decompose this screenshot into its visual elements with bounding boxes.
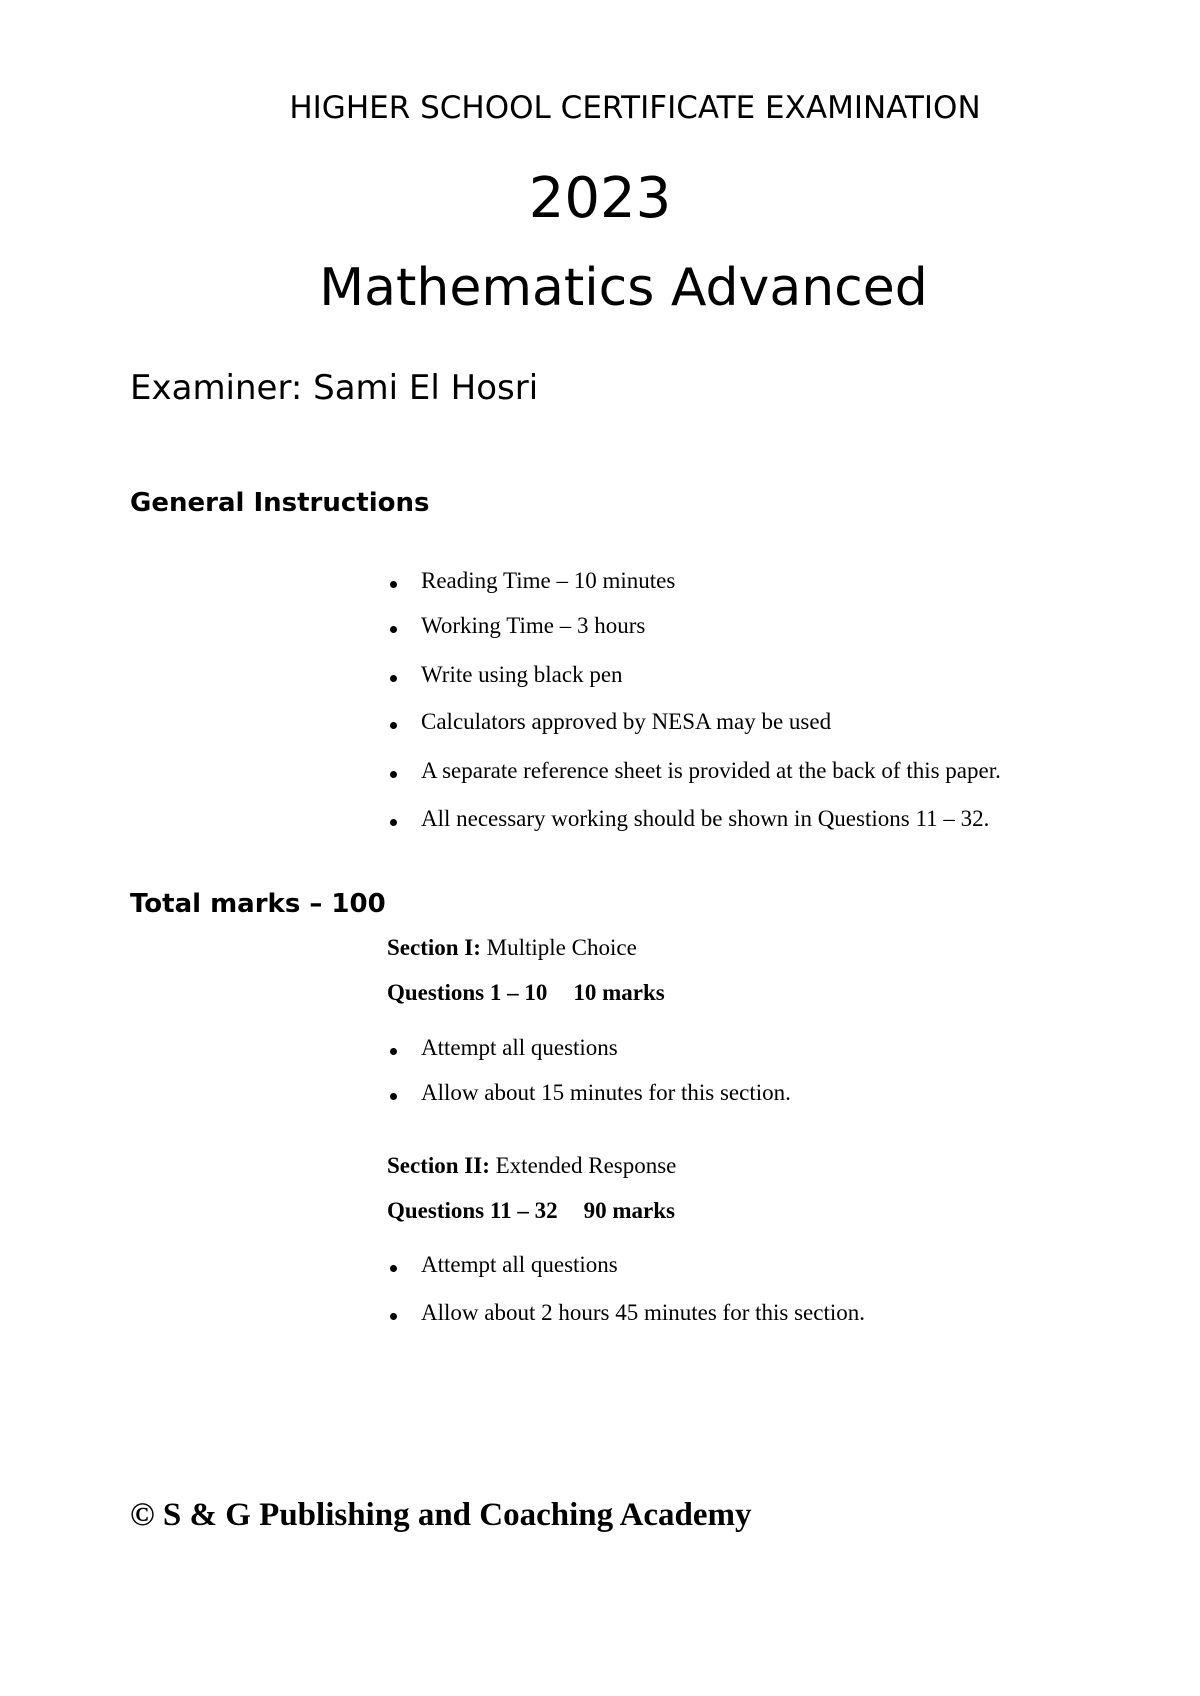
bullet-icon: [390, 1048, 397, 1055]
section-2-question-range: Questions 11 – 32: [387, 1198, 558, 1223]
bullet-icon: [390, 722, 397, 729]
total-marks: Total marks – 100: [130, 889, 386, 919]
subject-title: Mathematics Advanced: [319, 258, 928, 318]
copyright-notice: © S & G Publishing and Coaching Academy: [130, 1497, 752, 1533]
section-1-label: Section I:: [387, 935, 481, 960]
section-1-name: Multiple Choice: [486, 935, 637, 960]
section-2-label: Section II:: [387, 1153, 490, 1178]
section-1-question-range: Questions 1 – 10: [387, 980, 548, 1005]
exam-title: HIGHER SCHOOL CERTIFICATE EXAMINATION: [289, 90, 981, 126]
examiner-name: Examiner: Sami El Hosri: [130, 368, 539, 408]
bullet-icon: [390, 1265, 397, 1272]
bullet-icon: [390, 819, 397, 826]
section-2-title: [387, 1153, 676, 1179]
bullet-icon: [390, 1313, 397, 1320]
bullet-icon: [390, 581, 397, 588]
section-1-title: [387, 935, 637, 961]
section-2-marks: 90 marks: [583, 1198, 675, 1223]
section-2-questions: [387, 1198, 675, 1224]
bullet-icon: [390, 771, 397, 778]
bullet-icon: [390, 1093, 397, 1100]
section-2-name: Extended Response: [495, 1153, 677, 1178]
bullet-icon: [390, 626, 397, 633]
section-1-marks: 10 marks: [573, 980, 665, 1005]
exam-year: 2023: [528, 166, 672, 231]
general-instructions-heading: General Instructions: [130, 488, 430, 518]
bullet-icon: [390, 675, 397, 682]
section-1-questions: [387, 980, 665, 1006]
